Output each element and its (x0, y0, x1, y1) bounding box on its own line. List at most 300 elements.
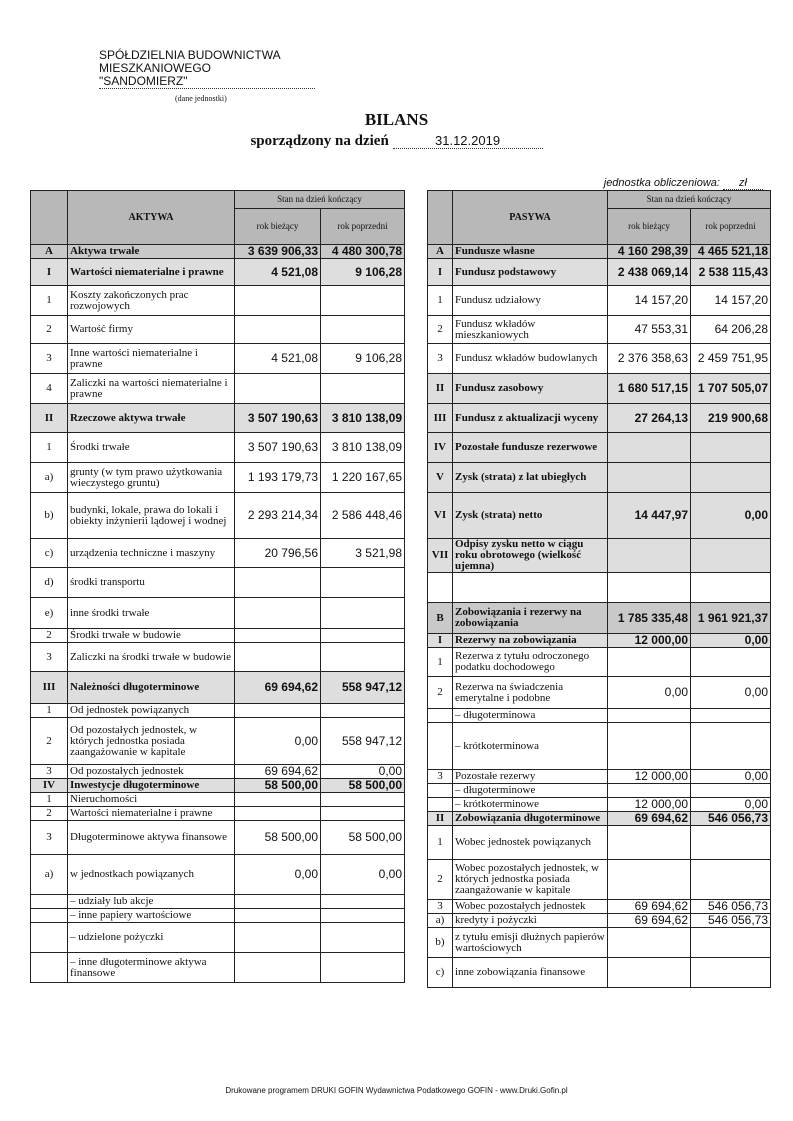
pasywa-row (428, 493, 771, 539)
aktywa-row-index: II (31, 404, 68, 433)
aktywa-row-label: Środki trwałe (68, 433, 235, 463)
pasywa-row-index: 1 (428, 826, 453, 860)
pasywa-row-label: – krótkoterminowe (453, 798, 608, 812)
pasywa-row (428, 316, 771, 344)
pasywa-row-index: 3 (428, 770, 453, 784)
aktywa-row-current-value (235, 807, 321, 821)
pasywa-row-label: Zobowiązania długoterminowe (453, 812, 608, 826)
pasywa-row-current-value: 12 000,00 (608, 634, 691, 648)
aktywa-row-label: Od pozostałych jednostek, w których jednostka posiada zaangażowanie w kapitale (68, 718, 235, 765)
pasywa-row-previous-value: 2 459 751,95 (691, 344, 771, 374)
aktywa-row-label: środki transportu (68, 568, 235, 598)
pasywa-row (428, 603, 771, 634)
pasywa-row-index: VI (428, 493, 453, 539)
pasywa-row-current-value (608, 709, 691, 723)
pasywa-row-previous-value: 0,00 (691, 634, 771, 648)
pasywa-row-current-value: 69 694,62 (608, 812, 691, 826)
pasywa-row-current-value: 1 680 517,15 (608, 374, 691, 404)
pasywa-row-previous-value (691, 860, 771, 900)
aktywa-row-previous-value: 0,00 (321, 765, 405, 779)
pasywa-row-label: Zysk (strata) z lat ubiegłych (453, 463, 608, 493)
unit-value: zł (723, 177, 763, 190)
aktywa-row-index: 3 (31, 821, 68, 855)
pasywa-row-current-value: 14 447,97 (608, 493, 691, 539)
aktywa-row (31, 493, 405, 539)
aktywa-row-index: 2 (31, 718, 68, 765)
aktywa-row-index: III (31, 672, 68, 704)
document-date: 31.12.2019 (393, 133, 543, 149)
aktywa-row-current-value: 2 293 214,34 (235, 493, 321, 539)
aktywa-row-previous-value (321, 568, 405, 598)
aktywa-row-index (31, 909, 68, 923)
aktywa-row-previous-value: 1 220 167,65 (321, 463, 405, 493)
pasywa-row-previous-value: 4 465 521,18 (691, 245, 771, 259)
aktywa-row-previous-value (321, 923, 405, 953)
aktywa-row-label: Wartości niematerialne i prawne (68, 259, 235, 286)
aktywa-row (31, 286, 405, 316)
pasywa-row-current-value: 1 785 335,48 (608, 603, 691, 634)
aktywa-row-label: Długoterminowe aktywa finansowe (68, 821, 235, 855)
aktywa-row-index: 3 (31, 344, 68, 374)
pasywa-row-label: Fundusze własne (453, 245, 608, 259)
aktywa-row (31, 643, 405, 672)
pasywa-row-label: – krótkoterminowa (453, 723, 608, 770)
aktywa-row-index: 4 (31, 374, 68, 404)
aktywa-row (31, 923, 405, 953)
aktywa-row-current-value: 1 193 179,73 (235, 463, 321, 493)
pasywa-row-current-value: 2 376 358,63 (608, 344, 691, 374)
pasywa-row-index: a) (428, 914, 453, 928)
aktywa-row-previous-value: 3 810 138,09 (321, 404, 405, 433)
pasywa-row (428, 404, 771, 433)
aktywa-row-index: a) (31, 463, 68, 493)
pasywa-row-index: b) (428, 928, 453, 958)
pasywa-row-label: Pozostałe rezerwy (453, 770, 608, 784)
pasywa-row (428, 812, 771, 826)
aktywa-row-current-value (235, 895, 321, 909)
pasywa-row-previous-value (691, 709, 771, 723)
pasywa-row-current-value (608, 463, 691, 493)
pasywa-row (428, 648, 771, 677)
aktywa-row-index: 1 (31, 433, 68, 463)
aktywa-row-index: c) (31, 539, 68, 568)
company-caption: (dane jednostki) (175, 94, 227, 103)
aktywa-row-current-value: 3 507 190,63 (235, 433, 321, 463)
pasywa-row-previous-value: 546 056,73 (691, 900, 771, 914)
pasywa-row-current-value: 14 157,20 (608, 286, 691, 316)
pasywa-row-label: Wobec pozostałych jednostek (453, 900, 608, 914)
aktywa-header-blank (31, 191, 68, 245)
aktywa-header-previous: rok poprzedni (321, 209, 405, 245)
aktywa-row (31, 259, 405, 286)
aktywa-row (31, 807, 405, 821)
pasywa-row-current-value (608, 958, 691, 988)
pasywa-row (428, 928, 771, 958)
pasywa-row-previous-value: 0,00 (691, 493, 771, 539)
pasywa-row (428, 798, 771, 812)
aktywa-row-label: Rzeczowe aktywa trwałe (68, 404, 235, 433)
aktywa-row-current-value: 4 521,08 (235, 259, 321, 286)
pasywa-row-label: Fundusz udziałowy (453, 286, 608, 316)
pasywa-row-previous-value: 219 900,68 (691, 404, 771, 433)
pasywa-row-index: IV (428, 433, 453, 463)
pasywa-row (428, 245, 771, 259)
pasywa-row-previous-value (691, 784, 771, 798)
aktywa-row-previous-value: 558 947,12 (321, 672, 405, 704)
pasywa-row-previous-value: 2 538 115,43 (691, 259, 771, 286)
aktywa-row-current-value (235, 923, 321, 953)
aktywa-row-previous-value (321, 895, 405, 909)
aktywa-row (31, 568, 405, 598)
footer-text: Drukowane programem DRUKI GOFIN Wydawnictwa Podatkowego GOFIN - www.Druki.Gofin.pl (225, 1086, 568, 1095)
pasywa-row-current-value: 0,00 (608, 677, 691, 709)
pasywa-row-previous-value: 0,00 (691, 798, 771, 812)
pasywa-row (428, 344, 771, 374)
pasywa-row-index: III (428, 404, 453, 433)
pasywa-row-current-value: 12 000,00 (608, 798, 691, 812)
aktywa-row (31, 909, 405, 923)
aktywa-row-current-value (235, 568, 321, 598)
pasywa-row-label: Zysk (strata) netto (453, 493, 608, 539)
aktywa-row (31, 779, 405, 793)
pasywa-row-previous-value: 546 056,73 (691, 914, 771, 928)
aktywa-row-label: Nieruchomości (68, 793, 235, 807)
pasywa-row-current-value (608, 784, 691, 798)
pasywa-row-index: 3 (428, 344, 453, 374)
aktywa-row-previous-value: 58 500,00 (321, 821, 405, 855)
aktywa-row-index: IV (31, 779, 68, 793)
aktywa-row-label: inne środki trwałe (68, 598, 235, 629)
pasywa-row (428, 860, 771, 900)
aktywa-row-index: 2 (31, 316, 68, 344)
pasywa-row-label: – długoterminowa (453, 709, 608, 723)
aktywa-row-previous-value: 3 521,98 (321, 539, 405, 568)
pasywa-row-label: kredyty i pożyczki (453, 914, 608, 928)
aktywa-header-current: rok bieżący (235, 209, 321, 245)
aktywa-row (31, 718, 405, 765)
pasywa-row-current-value (608, 928, 691, 958)
pasywa-row (428, 958, 771, 988)
pasywa-header-previous: rok poprzedni (691, 209, 771, 245)
aktywa-row-label: – inne papiery wartościowe (68, 909, 235, 923)
pasywa-row-index: II (428, 812, 453, 826)
pasywa-table (427, 190, 771, 988)
aktywa-row-previous-value (321, 629, 405, 643)
aktywa-row-previous-value (321, 316, 405, 344)
aktywa-row-label: w jednostkach powiązanych (68, 855, 235, 895)
aktywa-table (30, 190, 405, 983)
unit-line: jednostka obliczeniowa: zł (604, 177, 763, 190)
pasywa-row-index: 1 (428, 286, 453, 316)
pasywa-row-current-value (608, 539, 691, 573)
pasywa-row-index: c) (428, 958, 453, 988)
pasywa-row-current-value (608, 826, 691, 860)
pasywa-row-label: Pozostałe fundusze rezerwowe (453, 433, 608, 463)
aktywa-row-index: 2 (31, 807, 68, 821)
pasywa-row-previous-value: 546 056,73 (691, 812, 771, 826)
aktywa-row-index: a) (31, 855, 68, 895)
pasywa-row-label: Wobec jednostek powiązanych (453, 826, 608, 860)
aktywa-row-previous-value: 2 586 448,46 (321, 493, 405, 539)
pasywa-row-index (428, 573, 453, 603)
aktywa-row-current-value (235, 643, 321, 672)
pasywa-row (428, 784, 771, 798)
aktywa-row-index: e) (31, 598, 68, 629)
pasywa-row-previous-value (691, 463, 771, 493)
pasywa-row-previous-value (691, 573, 771, 603)
pasywa-row-previous-value (691, 539, 771, 573)
pasywa-row-index: 2 (428, 316, 453, 344)
aktywa-row (31, 672, 405, 704)
aktywa-row-current-value: 58 500,00 (235, 779, 321, 793)
aktywa-row-index: A (31, 245, 68, 259)
aktywa-header-stan: Stan na dzień kończący (235, 191, 405, 209)
pasywa-row (428, 286, 771, 316)
pasywa-row-previous-value (691, 648, 771, 677)
pasywa-header-blank (428, 191, 453, 245)
pasywa-header-title: PASYWA (453, 191, 608, 245)
aktywa-row-current-value: 69 694,62 (235, 672, 321, 704)
aktywa-row-previous-value (321, 643, 405, 672)
pasywa-row-previous-value (691, 958, 771, 988)
pasywa-row-label: inne zobowiązania finansowe (453, 958, 608, 988)
pasywa-row-current-value (608, 573, 691, 603)
pasywa-header-stan: Stan na dzień kończący (608, 191, 771, 209)
aktywa-row-label: Koszty zakończonych prac rozwojowych (68, 286, 235, 316)
aktywa-row-index: d) (31, 568, 68, 598)
pasywa-row-current-value (608, 723, 691, 770)
aktywa-row-current-value: 69 694,62 (235, 765, 321, 779)
aktywa-row (31, 765, 405, 779)
aktywa-row-current-value: 0,00 (235, 855, 321, 895)
pasywa-row-previous-value: 1 961 921,37 (691, 603, 771, 634)
aktywa-row-previous-value: 9 106,28 (321, 344, 405, 374)
pasywa-row (428, 709, 771, 723)
pasywa-row (428, 770, 771, 784)
aktywa-row-previous-value: 0,00 (321, 855, 405, 895)
aktywa-row-label: Zaliczki na wartości niematerialne i prawne (68, 374, 235, 404)
aktywa-row-current-value (235, 286, 321, 316)
pasywa-row-previous-value: 64 206,28 (691, 316, 771, 344)
pasywa-row-index: 2 (428, 677, 453, 709)
pasywa-row-previous-value: 0,00 (691, 770, 771, 784)
pasywa-row-index: B (428, 603, 453, 634)
pasywa-row-current-value (608, 648, 691, 677)
company-name-line2: MIESZKANIOWEGO (99, 61, 212, 75)
aktywa-row-index: 3 (31, 643, 68, 672)
aktywa-row-current-value: 3 507 190,63 (235, 404, 321, 433)
aktywa-row-label: budynki, lokale, prawa do lokali i obiekty inżynierii lądowej i wodnej (68, 493, 235, 539)
aktywa-row-previous-value (321, 374, 405, 404)
aktywa-row-index (31, 895, 68, 909)
aktywa-row-index (31, 923, 68, 953)
pasywa-row-current-value (608, 860, 691, 900)
aktywa-row (31, 629, 405, 643)
aktywa-row-index: 1 (31, 704, 68, 718)
company-name-line1: SPÓŁDZIELNIA BUDOWNICTWA (99, 48, 281, 62)
pasywa-row-current-value: 2 438 069,14 (608, 259, 691, 286)
pasywa-row-previous-value: 1 707 505,07 (691, 374, 771, 404)
pasywa-row-current-value: 69 694,62 (608, 900, 691, 914)
aktywa-row-label: urządzenia techniczne i maszyny (68, 539, 235, 568)
aktywa-row-current-value: 0,00 (235, 718, 321, 765)
aktywa-row-current-value (235, 704, 321, 718)
pasywa-row (428, 374, 771, 404)
aktywa-row-index: 3 (31, 765, 68, 779)
aktywa-row (31, 793, 405, 807)
pasywa-row-index: V (428, 463, 453, 493)
aktywa-row-index: b) (31, 493, 68, 539)
aktywa-row-current-value: 3 639 906,33 (235, 245, 321, 259)
aktywa-row-label: Zaliczki na środki trwałe w budowie (68, 643, 235, 672)
pasywa-row (428, 573, 771, 603)
pasywa-row (428, 723, 771, 770)
pasywa-row (428, 539, 771, 573)
aktywa-row-label: Od pozostałych jednostek (68, 765, 235, 779)
pasywa-row-label: Fundusz wkładów mieszkaniowych (453, 316, 608, 344)
aktywa-row-current-value: 20 796,56 (235, 539, 321, 568)
aktywa-row (31, 895, 405, 909)
pasywa-row-label: Fundusz wkładów budowlanych (453, 344, 608, 374)
aktywa-row-current-value (235, 598, 321, 629)
aktywa-row-previous-value (321, 704, 405, 718)
pasywa-row-previous-value (691, 826, 771, 860)
aktywa-row-current-value (235, 793, 321, 807)
pasywa-row-index: 1 (428, 648, 453, 677)
aktywa-row-previous-value (321, 598, 405, 629)
pasywa-row-label: Fundusz z aktualizacji wyceny (453, 404, 608, 433)
pasywa-row-label: Odpisy zysku netto w ciągu roku obrotowego (wielkość ujemna) (453, 539, 608, 573)
aktywa-row-index: I (31, 259, 68, 286)
pasywa-row-previous-value (691, 433, 771, 463)
pasywa-row-current-value: 4 160 298,39 (608, 245, 691, 259)
aktywa-row-current-value: 4 521,08 (235, 344, 321, 374)
pasywa-row-label: Rezerwa z tytułu odroczonego podatku dochodowego (453, 648, 608, 677)
aktywa-row-label: Inwestycje długoterminowe (68, 779, 235, 793)
aktywa-row-previous-value: 4 480 300,78 (321, 245, 405, 259)
aktywa-row (31, 404, 405, 433)
aktywa-row-label: – udziały lub akcje (68, 895, 235, 909)
pasywa-row (428, 259, 771, 286)
pasywa-row-label: Rezerwa na świadczenia emerytalne i podobne (453, 677, 608, 709)
aktywa-row (31, 316, 405, 344)
aktywa-row-previous-value: 58 500,00 (321, 779, 405, 793)
pasywa-row-label: z tytułu emisji dłużnych papierów wartościowych (453, 928, 608, 958)
aktywa-row-current-value (235, 953, 321, 983)
aktywa-row (31, 704, 405, 718)
aktywa-row-index: 1 (31, 793, 68, 807)
aktywa-header-title: AKTYWA (68, 191, 235, 245)
pasywa-row-index: II (428, 374, 453, 404)
aktywa-row-label: Środki trwałe w budowie (68, 629, 235, 643)
company-name-line3: "SANDOMIERZ" (99, 75, 315, 89)
aktywa-row-label: Aktywa trwałe (68, 245, 235, 259)
aktywa-row-previous-value (321, 286, 405, 316)
aktywa-row-current-value (235, 629, 321, 643)
aktywa-row (31, 463, 405, 493)
aktywa-row-previous-value (321, 807, 405, 821)
aktywa-row-label: Należności długoterminowe (68, 672, 235, 704)
pasywa-row-label: Fundusz zasobowy (453, 374, 608, 404)
pasywa-row-label: – długoterminowe (453, 784, 608, 798)
aktywa-row-current-value (235, 316, 321, 344)
aktywa-row-previous-value (321, 953, 405, 983)
pasywa-row-previous-value: 0,00 (691, 677, 771, 709)
pasywa-row-label: Fundusz podstawowy (453, 259, 608, 286)
pasywa-row-label: Zobowiązania i rezerwy na zobowiązania (453, 603, 608, 634)
aktywa-row-label: Wartości niematerialne i prawne (68, 807, 235, 821)
document-title: BILANS (364, 110, 429, 129)
pasywa-header-current: rok bieżący (608, 209, 691, 245)
aktywa-row (31, 821, 405, 855)
aktywa-row-current-value (235, 374, 321, 404)
pasywa-row-previous-value (691, 723, 771, 770)
pasywa-row-index: I (428, 634, 453, 648)
pasywa-row-current-value: 47 553,31 (608, 316, 691, 344)
pasywa-row-index (428, 709, 453, 723)
pasywa-row-current-value: 27 264,13 (608, 404, 691, 433)
aktywa-row (31, 598, 405, 629)
aktywa-row (31, 433, 405, 463)
aktywa-row-label: – inne długoterminowe aktywa finansowe (68, 953, 235, 983)
pasywa-row-label: Wobec pozostałych jednostek, w których jednostka posiada zaangażowanie w kapitale (453, 860, 608, 900)
aktywa-row-label: Inne wartości niematerialne i prawne (68, 344, 235, 374)
aktywa-row (31, 245, 405, 259)
pasywa-row-index: VII (428, 539, 453, 573)
pasywa-row (428, 900, 771, 914)
pasywa-row-index (428, 723, 453, 770)
aktywa-row-label: grunty (w tym prawo użytkowania wieczystego gruntu) (68, 463, 235, 493)
pasywa-row (428, 634, 771, 648)
aktywa-row (31, 374, 405, 404)
pasywa-row-current-value: 69 694,62 (608, 914, 691, 928)
document-subtitle: sporządzony na dzień 31.12.2019 (0, 133, 793, 150)
aktywa-row-previous-value: 9 106,28 (321, 259, 405, 286)
aktywa-row-current-value (235, 909, 321, 923)
pasywa-row-previous-value (691, 928, 771, 958)
pasywa-row (428, 433, 771, 463)
pasywa-row (428, 826, 771, 860)
aktywa-row-current-value: 58 500,00 (235, 821, 321, 855)
aktywa-row-index: 2 (31, 629, 68, 643)
pasywa-row-index: 2 (428, 860, 453, 900)
aktywa-row-previous-value: 558 947,12 (321, 718, 405, 765)
aktywa-row-previous-value: 3 810 138,09 (321, 433, 405, 463)
pasywa-row-current-value: 12 000,00 (608, 770, 691, 784)
aktywa-row-previous-value (321, 909, 405, 923)
pasywa-row-label (453, 573, 608, 603)
pasywa-row (428, 914, 771, 928)
aktywa-row (31, 953, 405, 983)
pasywa-row-previous-value: 14 157,20 (691, 286, 771, 316)
pasywa-row-index: A (428, 245, 453, 259)
pasywa-row-index (428, 784, 453, 798)
aktywa-row-index: 1 (31, 286, 68, 316)
aktywa-row-index (31, 953, 68, 983)
aktywa-row-label: Wartość firmy (68, 316, 235, 344)
pasywa-row-index: I (428, 259, 453, 286)
aktywa-row-label: Od jednostek powiązanych (68, 704, 235, 718)
aktywa-row (31, 539, 405, 568)
aktywa-row (31, 855, 405, 895)
aktywa-row (31, 344, 405, 374)
pasywa-row-label: Rezerwy na zobowiązania (453, 634, 608, 648)
pasywa-row (428, 463, 771, 493)
aktywa-row-label: – udzielone pożyczki (68, 923, 235, 953)
pasywa-row-current-value (608, 433, 691, 463)
pasywa-row (428, 677, 771, 709)
pasywa-row-index: 3 (428, 900, 453, 914)
